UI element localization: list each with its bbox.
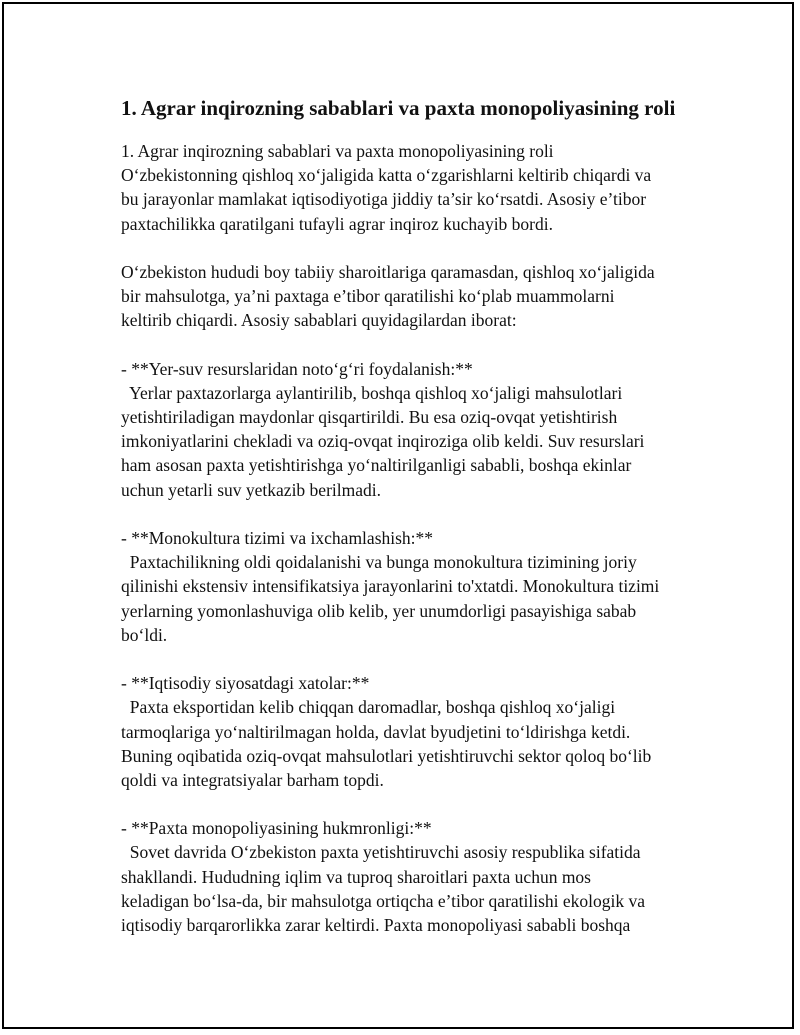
- text-line: qilinishi ekstensiv intensifikatsiya jarayonlarini to'xtatdi. Monokultura tizimi: [121, 576, 660, 597]
- text-line: tarmoqlariga yo‘naltirilmagan holda, davlat byudjetini to‘ldirishga ketdi.: [121, 721, 631, 742]
- text-line: yerlarning yomonlashuviga olib kelib, yer unumdorligi pasayishiga sabab: [121, 600, 637, 621]
- text-line: ham asosan paxta yetishtirishga yo‘naltirilganligi sababli, boshqa ekinlar: [121, 455, 632, 476]
- section-heading: 1. Agrar inqirozning sabablari va paxta monopoliyasining roli: [121, 96, 676, 120]
- paragraph-gap: [121, 236, 711, 260]
- text-line: bo‘ldi.: [121, 624, 168, 645]
- document-page: [2, 2, 794, 1029]
- text-line: Sovet davrida O‘zbekiston paxta yetishtiruvchi asosiy respublika sifatida: [121, 842, 641, 863]
- paragraph-land-water: [121, 357, 711, 502]
- text-line: Paxtachilikning oldi qoidalanishi va bunga monokultura tizimining joriy: [121, 552, 637, 573]
- text-line: O‘zbekistonning qishloq xo‘jaligida katta o‘zgarishlarni keltirib chiqardi va: [121, 165, 652, 186]
- list-item-title: - **Paxta monopoliyasining hukmronligi:**: [121, 818, 432, 839]
- text-line: keladigan bo‘lsa-da, bir mahsulotga ortiqcha e’tibor qaratilishi ekologik va: [121, 890, 646, 911]
- text-line: O‘zbekiston hududi boy tabiiy sharoitlariga qaramasdan, qishloq xo‘jaligida: [121, 261, 655, 282]
- text-line: Buning oqibatida oziq-ovqat mahsulotlari yetishtiruvchi sektor qoloq bo‘lib: [121, 745, 652, 766]
- document-content: [121, 94, 711, 937]
- paragraph-economic-policy: [121, 671, 711, 792]
- text-line: 1. Agrar inqirozning sabablari va paxta monopoliyasining roli: [121, 141, 554, 161]
- list-item-title: - **Yer-suv resurslaridan noto‘g‘ri foydalanish:**: [121, 358, 473, 379]
- paragraph-monoculture: [121, 526, 711, 647]
- text-line: bu jarayonlar mamlakat iqtisodiyotiga jiddiy ta’sir ko‘rsatdi. Asosiy e’tibor: [121, 189, 647, 210]
- text-line: uchun yetarli suv yetkazib berilmadi.: [121, 479, 381, 500]
- paragraph-gap: [121, 647, 711, 671]
- paragraph-gap: [121, 792, 711, 816]
- list-item-title: - **Monokultura tizimi va ixchamlashish:**: [121, 528, 434, 548]
- text-line: bir mahsulotga, ya’ni paxtaga e’tibor qaratilishi ko‘plab muammolarni: [121, 286, 615, 307]
- text-line: keltirib chiqardi. Asosiy sabablari quyidagilardan iborat:: [121, 310, 517, 331]
- text-line: shakllandi. Hududning iqlim va tuproq sharoitlari paxta uchun mos: [121, 866, 591, 887]
- paragraph-intro: [121, 139, 711, 236]
- paragraph-gap: [121, 502, 711, 526]
- text-line: qoldi va integratsiyalar barham topdi.: [121, 769, 384, 790]
- paragraph-context: [121, 260, 711, 333]
- paragraph-cotton-monopoly: [121, 816, 711, 937]
- document-body: [121, 139, 711, 937]
- text-line: imkoniyatlarini chekladi va oziq-ovqat inqiroziga olib keldi. Suv resurslari: [121, 431, 645, 452]
- text-line: paxtachilikka qaratilgani tufayli agrar inqiroz kuchayib bordi.: [121, 213, 553, 234]
- text-line: Paxta eksportidan kelib chiqqan daromadlar, boshqa qishloq xo‘jaligi: [121, 697, 616, 718]
- list-item-title: - **Iqtisodiy siyosatdagi xatolar:**: [121, 673, 370, 694]
- text-line: iqtisodiy barqarorlikka zarar keltirdi. Paxta monopoliyasi sababli boshqa: [121, 915, 631, 935]
- text-line: yetishtiriladigan maydonlar qisqartirildi. Bu esa oziq-ovqat yetishtirish: [121, 407, 618, 428]
- text-line: Yerlar paxtazorlarga aylantirilib, boshqa qishloq xo‘jaligi mahsulotlari: [121, 382, 623, 403]
- paragraph-gap: [121, 333, 711, 357]
